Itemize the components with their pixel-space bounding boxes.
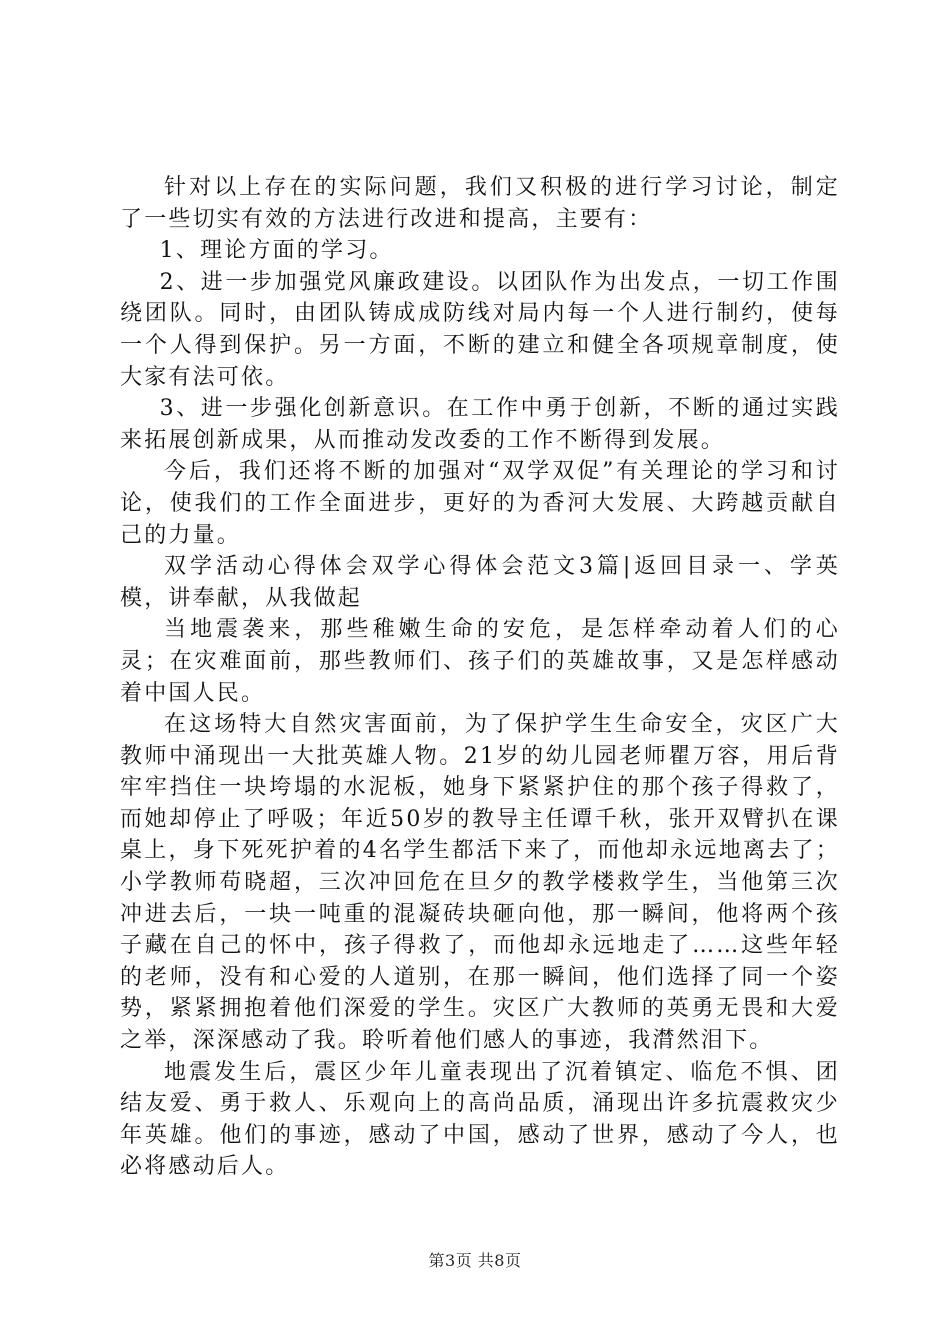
paragraph-earthquake: 当地震袭来，那些稚嫩生命的安危，是怎样牵动着人们的心灵；在灾难面前，那些教师们、孩子们的英雄故事，又是怎样感动着中国人民。 <box>120 617 840 706</box>
list-item-theory: 1、理论方面的学习。 <box>159 238 394 264</box>
paragraph-intro: 针对以上存在的实际问题，我们又积极的进行学习讨论，制定了一些切实有效的方法进行改进和提高，主要有： <box>120 175 840 232</box>
paragraph-teachers: 在这场特大自然灾害面前，为了保护学生生命安全，灾区广大教师中涌现出一大批英雄人物。21岁的幼儿园老师瞿万容，用后背牢牢挡住一块垮塌的水泥板，她身下紧紧护住的那个孩子得救了，而她却停止了呼吸；年近50岁的教导主任谭千秋，张开双臂扒在课桌上，身下死死护着的4名学生都活下来了，而他却永远地离去了；小学教师苟晓超，三次冲回危在旦夕的教学楼救学生，当他第三次冲进去后，一块一吨重的混凝砖块砸向他，那一瞬间，他将两个孩子藏在自己的怀中，孩子得救了，而他却永远地走了……这些年轻的老师，没有和心爱的人道别，在那一瞬间，他们选择了同一个姿势，紧紧拥抱着他们深爱的学生。灾区广大教师的英勇无畏和大爱之举，深深感动了我。聆听着他们感人的事迹，我潸然泪下。 <box>120 712 840 1054</box>
document-body <box>120 172 840 1183</box>
list-item-innovation: 3、进一步强化创新意识。在工作中勇于创新，不断的通过实践来拓展创新成果，从而推动发改委的工作不断得到发展。 <box>120 396 840 453</box>
list-item-anticorruption: 2、进一步加强党风廉政建设。以团队作为出发点，一切工作围绕团队。同时，由团队铸成成防线对局内每一个人进行制约，使每一个人得到保护。另一方面，不断的建立和健全各项规章制度，使大家有法可依。 <box>120 269 840 390</box>
page-footer: 第3页 共8页 <box>428 1251 522 1270</box>
paragraph-children: 地震发生后，震区少年儿童表现出了沉着镇定、临危不惧、团结友爱、勇于救人、乐观向上的高尚品质，涌现出许多抗震救灾少年英雄。他们的事迹，感动了中国，感动了世界，感动了今人，也必将感动后人。 <box>120 1059 840 1180</box>
paragraph-future: 今后，我们还将不断的加强对“双学双促”有关理论的学习和讨论，使我们的工作全面进步，更好的为香河大发展、大跨越贡献自己的力量。 <box>120 459 840 548</box>
section-heading: 双学活动心得体会双学心得体会范文3篇|返回目录一、学英模，讲奉献，从我做起 <box>120 554 840 611</box>
